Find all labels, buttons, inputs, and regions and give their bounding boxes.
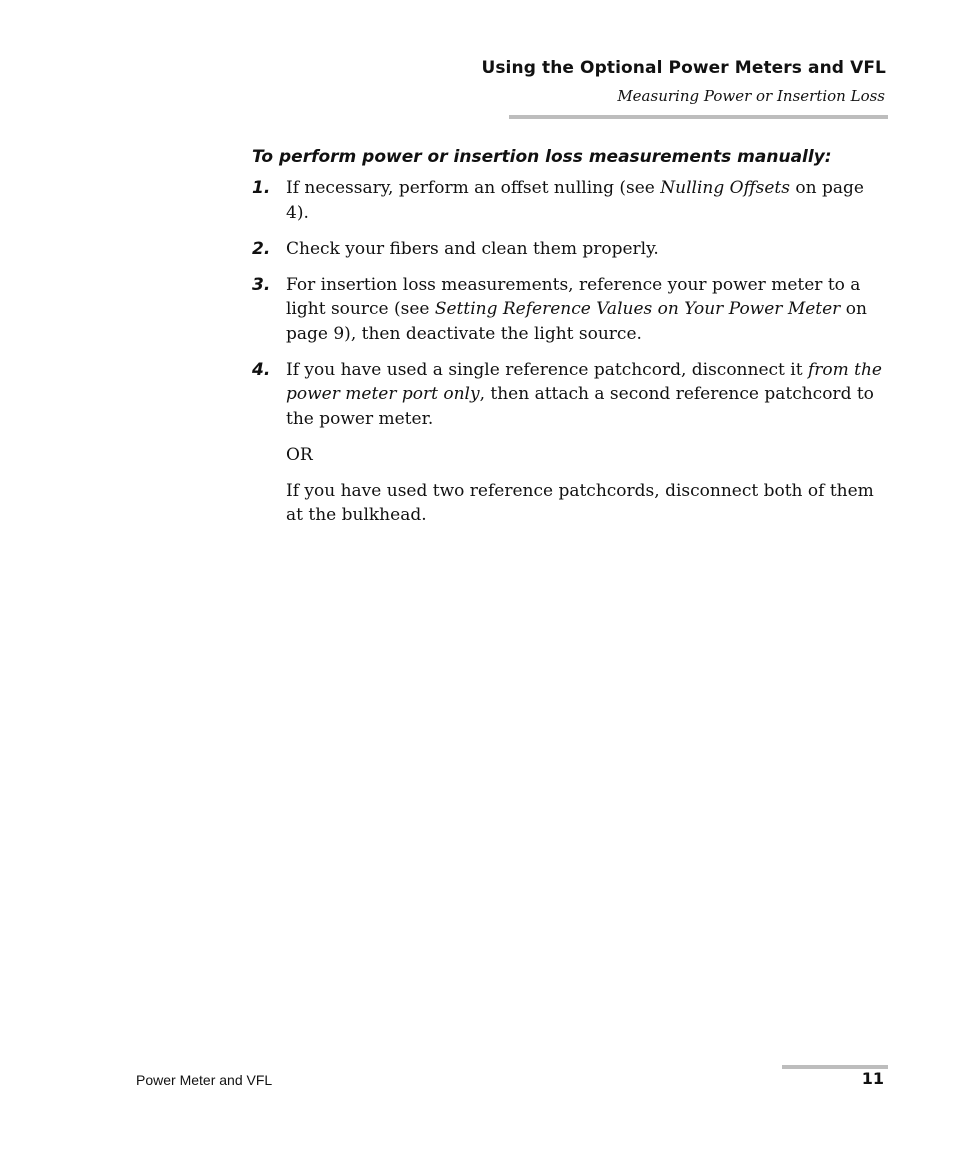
procedure-heading: To perform power or insertion loss measurements manually: [252,147,832,167]
step-3 [252,273,888,347]
step-text: Check your fibers and clean them properly. [286,238,659,259]
step-2 [252,237,888,262]
header-divider [509,115,888,119]
step-text: For insertion loss measurements, reference your power meter to a light source (see Setting Reference Values on Your Power Meter on page 9), then deactivate the light source. [286,274,867,344]
step-text: If necessary, perform an offset nulling (see Nulling Offsets on page 4). [286,178,864,223]
step-number: 3. [252,274,271,295]
step-alternative-text: If you have used two reference patchcords, disconnect both of them at the bulkhead. [286,480,874,525]
step-4 [252,358,888,528]
or-separator: OR [286,444,313,465]
emphasis: from the power meter port only [286,359,882,404]
cross-reference: Nulling Offsets [660,178,790,198]
chapter-title: Using the Optional Power Meters and VFL [481,58,886,78]
page-number: 11 [861,1069,884,1088]
section-title: Measuring Power or Insertion Loss [617,87,885,105]
step-number: 1. [252,178,271,198]
step-number: 4. [252,359,271,380]
step-text: If you have used a single reference patchcord, disconnect it from the power meter port only, then attach a second reference patchcord to the power meter. [286,359,882,429]
footer-doc-title: Power Meter and VFL [136,1072,273,1088]
cross-reference: Setting Reference Values on Your Power Meter [434,299,841,319]
procedure-steps [252,176,888,539]
step-number: 2. [252,238,271,259]
step-1 [252,176,888,225]
